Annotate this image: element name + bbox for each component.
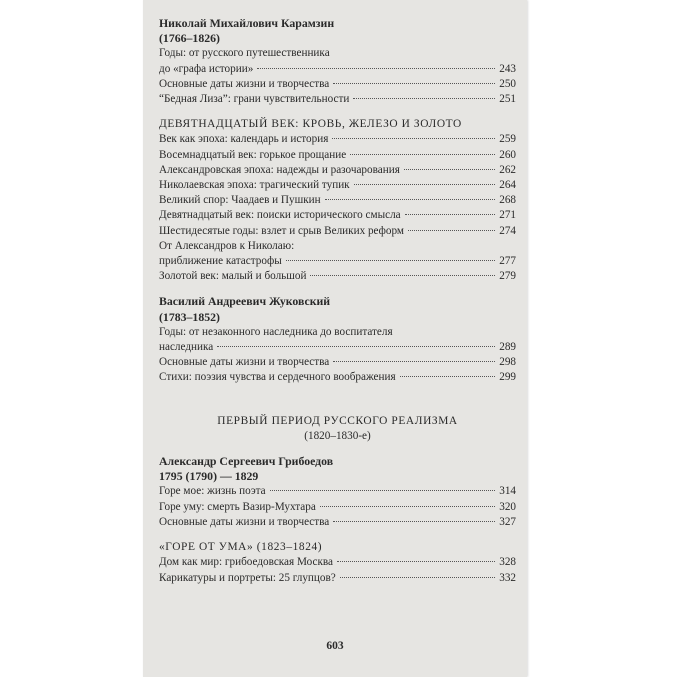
toc-page-number: 250 (499, 77, 516, 90)
toc-entry-label: Годы: от русского путешественника (159, 47, 330, 60)
dot-leader (332, 138, 495, 139)
dot-leader (354, 184, 496, 185)
dot-leader (400, 376, 496, 377)
toc-entry-label: Девятнадцатый век: поиски исторического смысла (159, 209, 401, 222)
dot-leader (320, 506, 495, 507)
author-name: Николай Михайлович Карамзин (159, 16, 335, 30)
toc-entry-label: “Бедная Лиза”: грани чувствительности (159, 93, 350, 106)
dot-leader (340, 577, 495, 578)
toc-page-number: 264 (499, 179, 516, 192)
period-subheading: (1820–1830-е) (304, 429, 371, 442)
dot-leader (257, 68, 495, 69)
author-years: (1783–1852) (159, 309, 220, 324)
toc-entry-label: Карикатуры и портреты: 25 глупцов? (159, 571, 336, 584)
dot-leader (350, 154, 495, 155)
dot-leader (270, 490, 496, 491)
table-of-contents (159, 16, 516, 586)
toc-entry-label: От Александров к Николаю: (159, 239, 295, 252)
dot-leader (286, 260, 496, 261)
toc-page-number: 279 (499, 270, 516, 283)
toc-entry (159, 132, 516, 147)
toc-page-number: 271 (499, 209, 516, 222)
author-years: (1766–1826) (159, 31, 220, 46)
toc-entry-label: Николаевская эпоха: трагический тупик (159, 179, 350, 192)
toc-page-number: 251 (499, 93, 516, 106)
dot-leader (408, 230, 495, 231)
book-page (143, 0, 527, 677)
toc-entry (159, 325, 516, 355)
toc-entry (159, 571, 516, 586)
dot-leader (325, 199, 496, 200)
section-heading: ДЕВЯТНАДЦАТЫЙ ВЕК: КРОВЬ, ЖЕЛЕЗО И ЗОЛОТО (159, 118, 462, 131)
author-name: Александр Сергеевич Грибоедов (159, 454, 334, 469)
toc-entry-label: Шестидесятые годы: взлет и срыв Великих реформ (159, 224, 405, 237)
dot-leader (310, 275, 495, 276)
toc-page-number: 274 (499, 224, 516, 237)
toc-page-number: 289 (499, 341, 516, 354)
toc-entry (159, 370, 516, 385)
toc-entry (159, 178, 516, 193)
toc-entry (159, 77, 516, 92)
toc-entry-label: Годы: от незаконного наследника до воспитателя (159, 325, 393, 338)
toc-entry (159, 224, 516, 239)
toc-entry (159, 239, 516, 269)
toc-page-number: 260 (499, 148, 516, 161)
toc-entry-label: Великий спор: Чаадаев и Пушкин (159, 194, 321, 207)
toc-entry (159, 92, 516, 107)
toc-page-number: 262 (499, 163, 516, 176)
toc-page-number: 327 (499, 515, 516, 528)
toc-entry-label-cont: приближение катастрофы (159, 255, 282, 268)
toc-entry-label-cont: наследника (159, 341, 214, 354)
toc-list (159, 132, 516, 284)
author-name: Василий Андреевич Жуковский (159, 294, 331, 309)
toc-page-number: 332 (499, 571, 516, 584)
toc-entry-label: Стихи: поэзия чувства и сердечного воображения (159, 371, 396, 384)
toc-entry (159, 46, 516, 76)
toc-entry-label: Век как эпоха: календарь и история (159, 133, 329, 146)
toc-page-number: 298 (499, 356, 516, 369)
dot-leader (353, 98, 495, 99)
toc-entry (159, 269, 516, 284)
toc-entry (159, 163, 516, 178)
toc-page-number: 328 (499, 556, 516, 569)
toc-page-number: 299 (499, 371, 516, 384)
page-number: 603 (326, 640, 344, 652)
dot-leader (217, 346, 495, 347)
toc-entry-label: Золотой век: малый и большой (159, 270, 307, 283)
toc-entry-label: Основные даты жизни и творчества (159, 77, 330, 90)
period-heading: ПЕРВЫЙ ПЕРИОД РУССКОГО РЕАЛИЗМА (217, 414, 458, 427)
dot-leader (333, 361, 495, 362)
toc-entry-label: Восемнадцатый век: горькое прощание (159, 148, 347, 161)
toc-entry-label: Александровская эпоха: надежды и разочарования (159, 163, 400, 176)
toc-page-number: 314 (499, 485, 516, 498)
toc-page-number: 277 (499, 255, 516, 268)
toc-entry (159, 208, 516, 223)
toc-entry-label: Основные даты жизни и творчества (159, 356, 330, 369)
dot-leader (333, 521, 495, 522)
dot-leader (405, 214, 496, 215)
toc-page-number: 268 (499, 194, 516, 207)
toc-entry (159, 193, 516, 208)
toc-entry (159, 555, 516, 570)
toc-entry-label: Основные даты жизни и творчества (159, 515, 330, 528)
toc-entry (159, 484, 516, 499)
author-years: 1795 (1790) — 1829 (159, 469, 259, 484)
toc-entry-label-cont: до «графа истории» (159, 62, 254, 75)
dot-leader (404, 169, 495, 170)
dot-leader (333, 83, 495, 84)
toc-entry (159, 148, 516, 163)
toc-entry (159, 355, 516, 370)
toc-entry (159, 515, 516, 530)
toc-entry-label: Дом как мир: грибоедовская Москва (159, 556, 334, 569)
toc-page-number: 259 (499, 133, 516, 146)
toc-page-number: 243 (499, 62, 516, 75)
toc-entry-label: Горе мое: жизнь поэта (159, 485, 266, 498)
section-heading: «ГОРЕ ОТ УМА» (1823–1824) (159, 541, 323, 554)
toc-page-number: 320 (499, 500, 516, 513)
dot-leader (337, 561, 495, 562)
toc-entry-label: Горе уму: смерть Вазир-Мухтара (159, 500, 316, 513)
toc-entry (159, 500, 516, 515)
